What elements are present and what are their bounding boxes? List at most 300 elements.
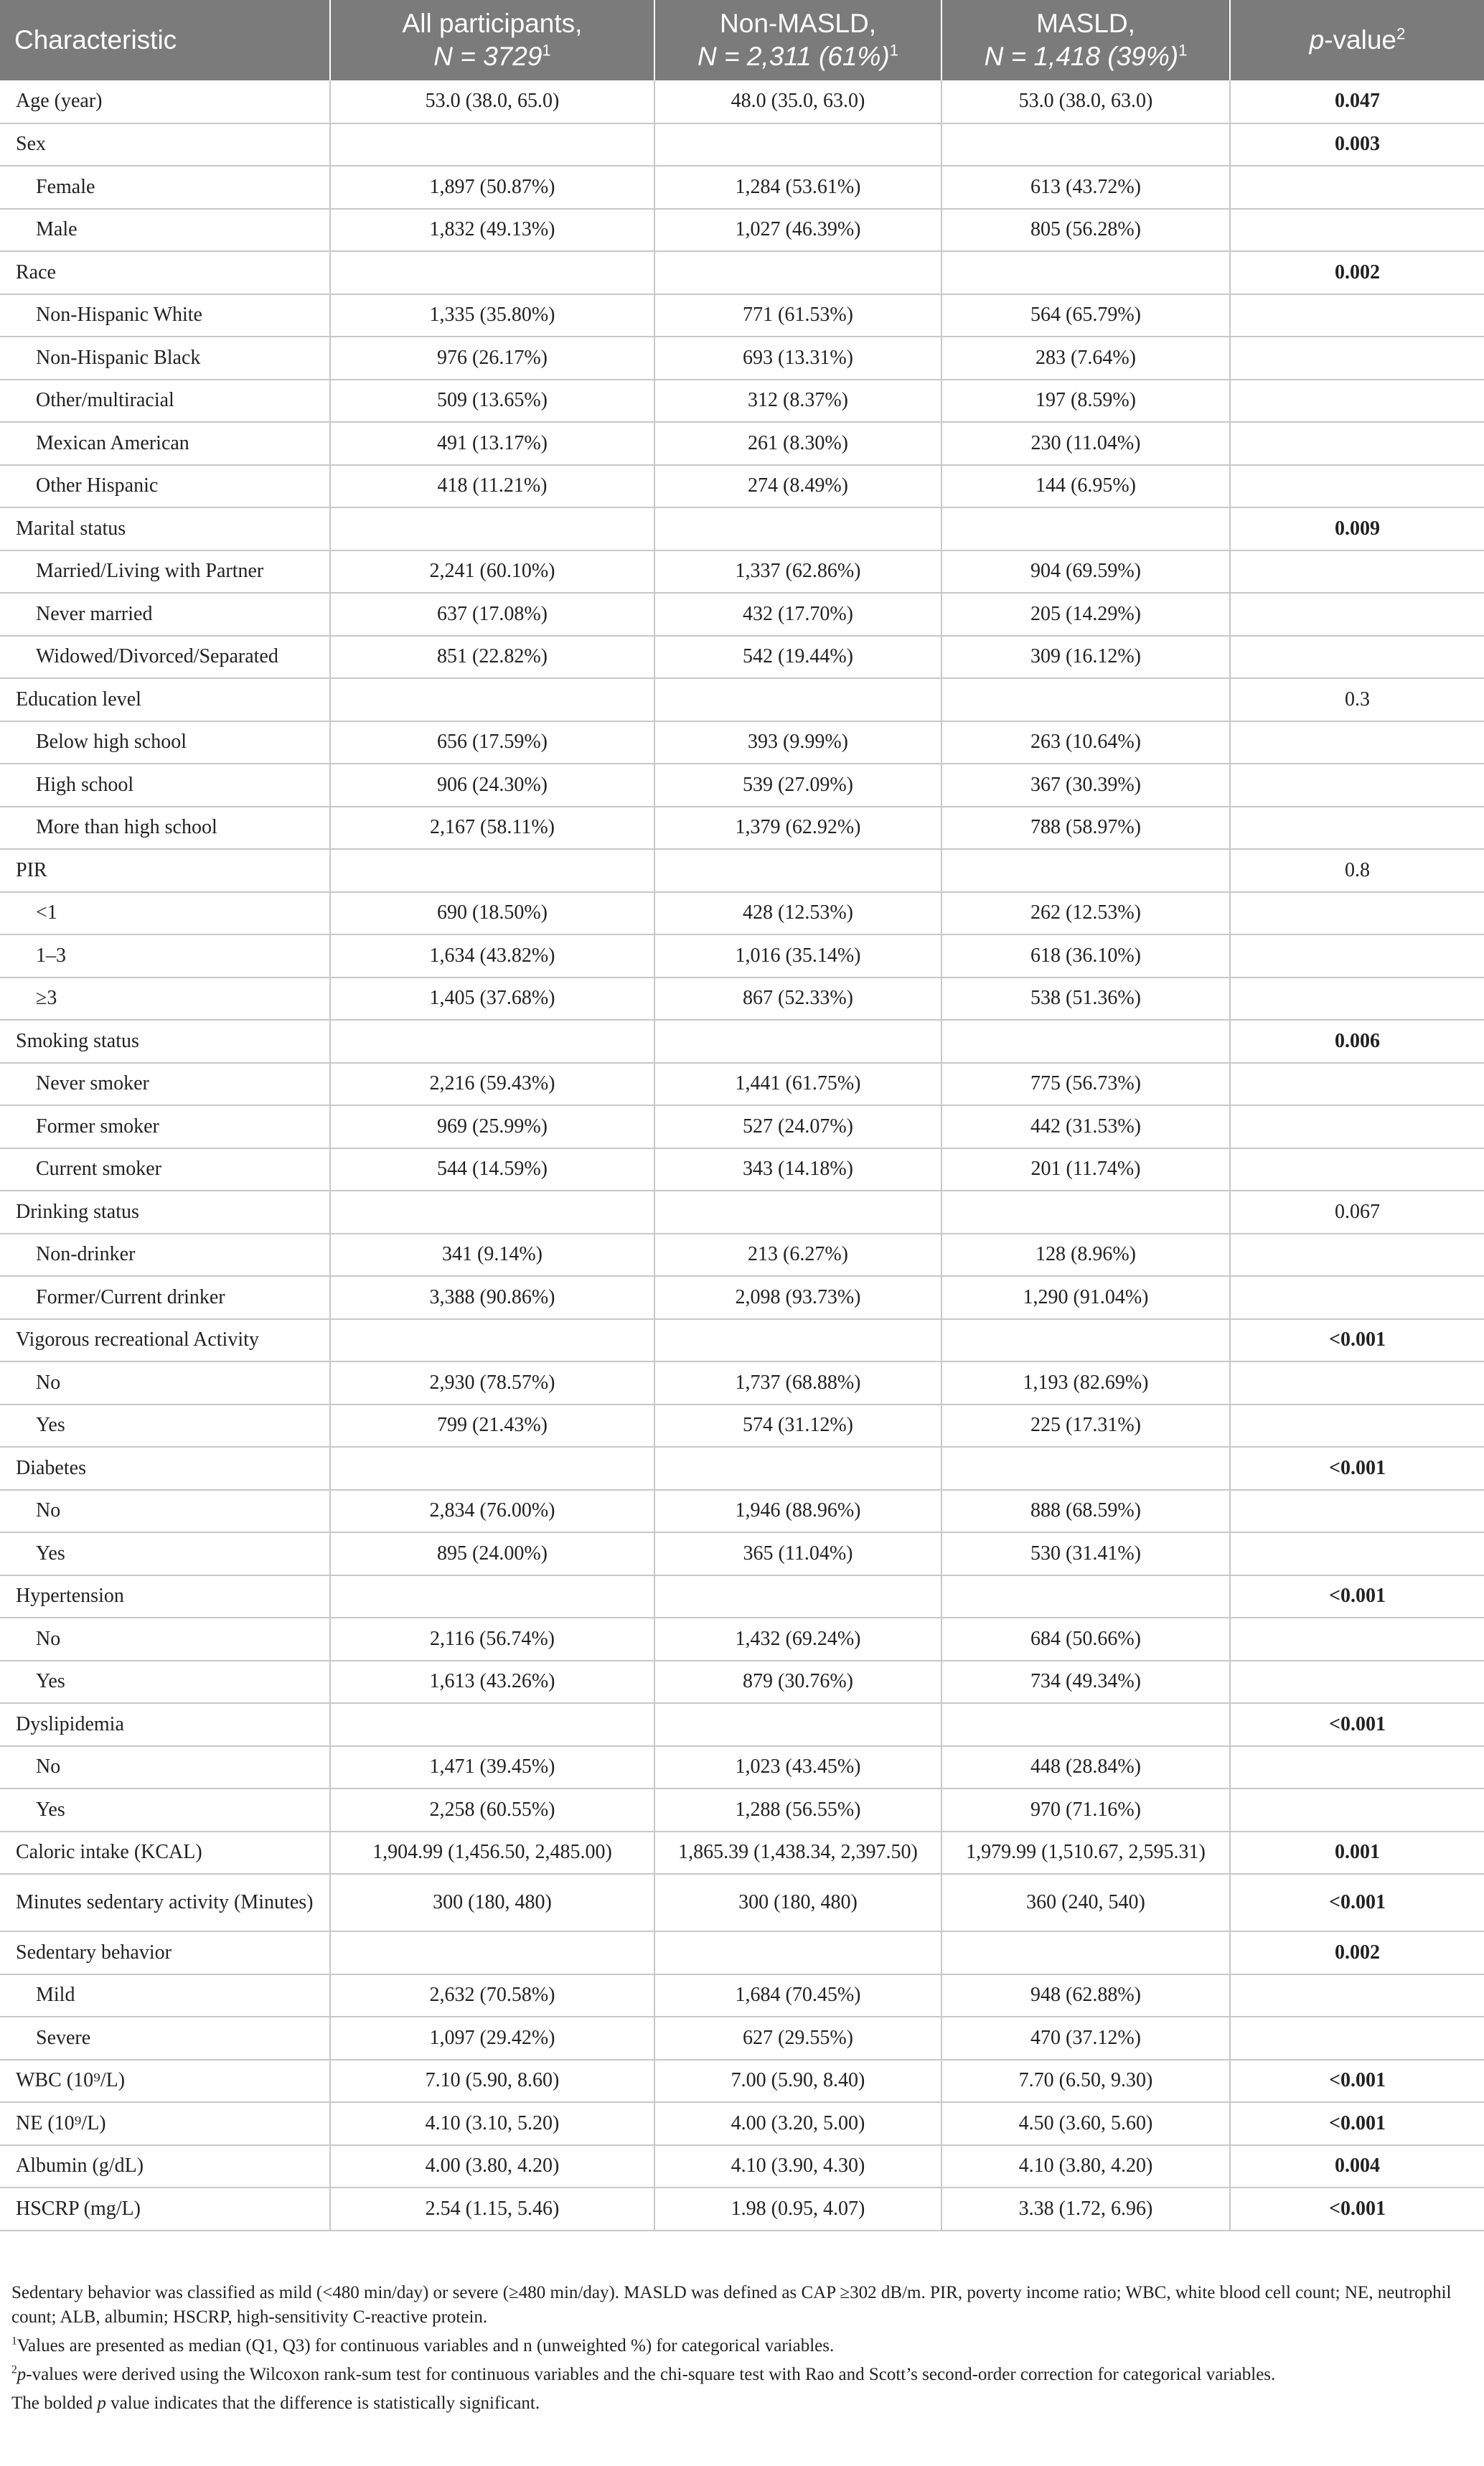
- cell-masld: 970 (71.16%): [941, 1788, 1230, 1832]
- table-notes: [0, 2281, 1484, 2420]
- cell-masld: [941, 678, 1230, 721]
- table-row: [0, 2145, 1484, 2188]
- cell-characteristic: <1: [0, 892, 330, 935]
- cell-masld: 360 (240, 540): [941, 1874, 1230, 1931]
- cell-characteristic: Widowed/Divorced/Separated: [0, 636, 330, 679]
- cell-non-masld: 432 (17.70%): [654, 593, 941, 636]
- cell-characteristic: Non-drinker: [0, 1234, 330, 1277]
- cell-non-masld: 1,865.39 (1,438.34, 2,397.50): [654, 1832, 941, 1875]
- cell-masld: 538 (51.36%): [941, 978, 1230, 1021]
- table-row: [0, 1447, 1484, 1490]
- cell-masld: 613 (43.72%): [941, 166, 1230, 209]
- table-subrow: [0, 721, 1484, 764]
- cell-masld: [941, 123, 1230, 167]
- cell-p-value: [1230, 721, 1484, 764]
- cell-all-participants: [330, 1319, 654, 1362]
- cell-all-participants: 895 (24.00%): [330, 1532, 654, 1575]
- cell-p-value: [1230, 1361, 1484, 1405]
- cell-characteristic: Mild: [0, 1974, 330, 2017]
- note-bold-significance: The bolded p value indicates that the difference is statistically significant.: [11, 2394, 540, 2413]
- table-row: [0, 1703, 1484, 1746]
- cell-characteristic: Married/Living with Partner: [0, 550, 330, 594]
- cell-all-participants: [330, 1575, 654, 1618]
- table-subrow: [0, 465, 1484, 508]
- cell-masld: 1,979.99 (1,510.67, 2,595.31): [941, 1832, 1230, 1875]
- cell-characteristic: High school: [0, 764, 330, 807]
- cell-p-value: <0.001: [1230, 1447, 1484, 1490]
- cell-non-masld: 428 (12.53%): [654, 892, 941, 935]
- cell-non-masld: 527 (24.07%): [654, 1105, 941, 1148]
- cell-non-masld: [654, 849, 941, 892]
- cell-all-participants: 2,216 (59.43%): [330, 1063, 654, 1106]
- table-subrow: [0, 593, 1484, 636]
- table-row: [0, 849, 1484, 892]
- cell-p-value: [1230, 764, 1484, 807]
- cell-characteristic: NE (10⁹/L): [0, 2102, 330, 2145]
- cell-p-value: [1230, 978, 1484, 1021]
- header-p-value: p-value$^2$: [1230, 0, 1484, 80]
- cell-masld: [941, 1931, 1230, 1974]
- cell-all-participants: 637 (17.08%): [330, 593, 654, 636]
- cell-non-masld: 542 (19.44%): [654, 636, 941, 679]
- table-subrow: [0, 1532, 1484, 1575]
- table-subrow: [0, 807, 1484, 850]
- note-abbreviations: Sedentary behavior was classified as mild (<480 min/day) or severe (≥480 min/day). MASLD was defined as CAP ≥302 dB/m. PIR, poverty income ratio; WBC, white blood cell count; NE, neutrophil count; ALB, albumin; HSCRP, high-sensitivity C-reactive protein.: [11, 2283, 1452, 2327]
- cell-non-masld: 539 (27.09%): [654, 764, 941, 807]
- cell-all-participants: 300 (180, 480): [330, 1874, 654, 1931]
- cell-characteristic: Albumin (g/dL): [0, 2145, 330, 2188]
- table-subrow: [0, 1361, 1484, 1405]
- cell-p-value: 0.8: [1230, 849, 1484, 892]
- cell-non-masld: 1,946 (88.96%): [654, 1490, 941, 1533]
- cell-non-masld: 300 (180, 480): [654, 1874, 941, 1931]
- cell-p-value: [1230, 636, 1484, 679]
- cell-characteristic: Race: [0, 251, 330, 294]
- cell-p-value: [1230, 550, 1484, 594]
- cell-masld: [941, 1575, 1230, 1618]
- cell-characteristic: Yes: [0, 1661, 330, 1704]
- cell-characteristic: Yes: [0, 1532, 330, 1575]
- table-subrow: [0, 166, 1484, 209]
- cell-all-participants: [330, 678, 654, 721]
- cell-all-participants: 1,613 (43.26%): [330, 1661, 654, 1704]
- cell-characteristic: Smoking status: [0, 1020, 330, 1063]
- cell-characteristic: Below high school: [0, 721, 330, 764]
- cell-characteristic: Other Hispanic: [0, 465, 330, 508]
- cell-p-value: 0.3: [1230, 678, 1484, 721]
- cell-masld: 201 (11.74%): [941, 1148, 1230, 1191]
- cell-all-participants: [330, 251, 654, 294]
- cell-non-masld: 1,023 (43.45%): [654, 1746, 941, 1789]
- cell-non-masld: [654, 1575, 941, 1618]
- cell-all-participants: [330, 507, 654, 550]
- cell-characteristic: Yes: [0, 1788, 330, 1832]
- cell-p-value: [1230, 1618, 1484, 1661]
- cell-characteristic: No: [0, 1618, 330, 1661]
- cell-non-masld: 365 (11.04%): [654, 1532, 941, 1575]
- cell-p-value: [1230, 380, 1484, 423]
- cell-non-masld: [654, 1191, 941, 1234]
- cell-all-participants: 2,258 (60.55%): [330, 1788, 654, 1832]
- cell-characteristic: HSCRP (mg/L): [0, 2188, 330, 2231]
- cell-characteristic: Severe: [0, 2017, 330, 2060]
- table-subrow: [0, 380, 1484, 423]
- cell-all-participants: 4.10 (3.10, 5.20): [330, 2102, 654, 2145]
- cell-characteristic: Drinking status: [0, 1191, 330, 1234]
- cell-masld: [941, 251, 1230, 294]
- table-subrow: [0, 934, 1484, 978]
- cell-all-participants: 2.54 (1.15, 5.46): [330, 2188, 654, 2231]
- table-subrow: [0, 764, 1484, 807]
- cell-characteristic: Former/Current drinker: [0, 1276, 330, 1319]
- cell-all-participants: 544 (14.59%): [330, 1148, 654, 1191]
- cell-non-masld: [654, 1703, 941, 1746]
- cell-non-masld: 1,288 (56.55%): [654, 1788, 941, 1832]
- cell-characteristic: Non-Hispanic Black: [0, 337, 330, 380]
- table-subrow: [0, 1276, 1484, 1319]
- cell-masld: [941, 849, 1230, 892]
- cell-p-value: 0.009: [1230, 507, 1484, 550]
- cell-non-masld: 574 (31.12%): [654, 1405, 941, 1448]
- cell-masld: 197 (8.59%): [941, 380, 1230, 423]
- cell-non-masld: 1,337 (62.86%): [654, 550, 941, 594]
- cell-masld: 7.70 (6.50, 9.30): [941, 2060, 1230, 2103]
- cell-p-value: [1230, 1148, 1484, 1191]
- cell-non-masld: 312 (8.37%): [654, 380, 941, 423]
- cell-p-value: [1230, 1405, 1484, 1448]
- table-body: [0, 80, 1484, 2231]
- table-subrow: [0, 1405, 1484, 1448]
- table-subrow: [0, 337, 1484, 380]
- cell-p-value: 0.004: [1230, 2145, 1484, 2188]
- cell-masld: 805 (56.28%): [941, 209, 1230, 252]
- table-row: [0, 251, 1484, 294]
- cell-characteristic: Vigorous recreational Activity: [0, 1319, 330, 1362]
- header-masld: MASLD, N = 1,418 $(39\%)^1$: [941, 0, 1230, 80]
- cell-p-value: <0.001: [1230, 1703, 1484, 1746]
- cell-all-participants: 976 (26.17%): [330, 337, 654, 380]
- cell-characteristic: No: [0, 1361, 330, 1405]
- cell-all-participants: 656 (17.59%): [330, 721, 654, 764]
- cell-all-participants: 1,904.99 (1,456.50, 2,485.00): [330, 1832, 654, 1875]
- cell-all-participants: 7.10 (5.90, 8.60): [330, 2060, 654, 2103]
- cell-masld: [941, 507, 1230, 550]
- cell-masld: 888 (68.59%): [941, 1490, 1230, 1533]
- cell-characteristic: Never married: [0, 593, 330, 636]
- cell-characteristic: Former smoker: [0, 1105, 330, 1148]
- cell-p-value: [1230, 1532, 1484, 1575]
- cell-all-participants: 2,834 (76.00%): [330, 1490, 654, 1533]
- cell-all-participants: 690 (18.50%): [330, 892, 654, 935]
- cell-non-masld: 4.00 (3.20, 5.00): [654, 2102, 941, 2145]
- cell-p-value: [1230, 807, 1484, 850]
- cell-all-participants: 2,167 (58.11%): [330, 807, 654, 850]
- table-subrow: [0, 1148, 1484, 1191]
- cell-non-masld: 1,379 (62.92%): [654, 807, 941, 850]
- cell-p-value: <0.001: [1230, 1319, 1484, 1362]
- cell-characteristic: Hypertension: [0, 1575, 330, 1618]
- table-row: [0, 2060, 1484, 2103]
- cell-p-value: [1230, 1063, 1484, 1106]
- cell-p-value: [1230, 465, 1484, 508]
- cell-all-participants: 3,388 (90.86%): [330, 1276, 654, 1319]
- cell-characteristic: Never smoker: [0, 1063, 330, 1106]
- cell-non-masld: [654, 678, 941, 721]
- cell-masld: 788 (58.97%): [941, 807, 1230, 850]
- cell-characteristic: Male: [0, 209, 330, 252]
- cell-masld: 564 (65.79%): [941, 294, 1230, 337]
- cell-non-masld: 48.0 (35.0, 63.0): [654, 80, 941, 123]
- cell-masld: [941, 1447, 1230, 1490]
- cell-masld: 225 (17.31%): [941, 1405, 1230, 1448]
- cell-non-masld: [654, 123, 941, 167]
- cell-all-participants: 2,632 (70.58%): [330, 1974, 654, 2017]
- cell-p-value: [1230, 1788, 1484, 1832]
- table-row: [0, 1931, 1484, 1974]
- header-all-participants: All participants, $N = 3729^1$: [330, 0, 654, 80]
- footnote-1: $^1$Values are presented as median (Q1, Q3) for continuous variables and n (unweighted %) for categorical variables.: [11, 2335, 835, 2355]
- cell-masld: 230 (11.04%): [941, 422, 1230, 465]
- cell-non-masld: 261 (8.30%): [654, 422, 941, 465]
- cell-masld: 367 (30.39%): [941, 764, 1230, 807]
- cell-p-value: 0.067: [1230, 1191, 1484, 1234]
- cell-p-value: 0.002: [1230, 251, 1484, 294]
- cell-non-masld: 1,684 (70.45%): [654, 1974, 941, 2017]
- header-characteristic: Characteristic: [0, 0, 330, 80]
- cell-non-masld: 1.98 (0.95, 4.07): [654, 2188, 941, 2231]
- header-non-masld: Non-MASLD, N = 2,311 $(61\%)^1$: [654, 0, 941, 80]
- cell-masld: [941, 1703, 1230, 1746]
- table-row: [0, 507, 1484, 550]
- cell-non-masld: 343 (14.18%): [654, 1148, 941, 1191]
- cell-all-participants: [330, 123, 654, 167]
- cell-masld: 53.0 (38.0, 63.0): [941, 80, 1230, 123]
- cell-p-value: [1230, 892, 1484, 935]
- cell-masld: 775 (56.73%): [941, 1063, 1230, 1106]
- table-row: [0, 1575, 1484, 1618]
- cell-characteristic: Diabetes: [0, 1447, 330, 1490]
- cell-masld: 684 (50.66%): [941, 1618, 1230, 1661]
- cell-p-value: [1230, 1490, 1484, 1533]
- cell-all-participants: 2,241 (60.10%): [330, 550, 654, 594]
- table-subrow: [0, 1788, 1484, 1832]
- cell-non-masld: 1,016 (35.14%): [654, 934, 941, 978]
- cell-p-value: [1230, 2017, 1484, 2060]
- cell-all-participants: [330, 1191, 654, 1234]
- cell-non-masld: 1,027 (46.39%): [654, 209, 941, 252]
- cell-all-participants: 2,930 (78.57%): [330, 1361, 654, 1405]
- cell-characteristic: Other/multiracial: [0, 380, 330, 423]
- cell-non-masld: [654, 1447, 941, 1490]
- cell-non-masld: 7.00 (5.90, 8.40): [654, 2060, 941, 2103]
- cell-masld: 734 (49.34%): [941, 1661, 1230, 1704]
- cell-characteristic: Minutes sedentary activity (Minutes): [0, 1874, 330, 1931]
- table-row: [0, 1319, 1484, 1362]
- cell-masld: 904 (69.59%): [941, 550, 1230, 594]
- cell-non-masld: [654, 1020, 941, 1063]
- cell-non-masld: 274 (8.49%): [654, 465, 941, 508]
- cell-masld: 1,290 (91.04%): [941, 1276, 1230, 1319]
- cell-non-masld: 2,098 (93.73%): [654, 1276, 941, 1319]
- cell-all-participants: [330, 1703, 654, 1746]
- cell-non-masld: 4.10 (3.90, 4.30): [654, 2145, 941, 2188]
- cell-characteristic: Marital status: [0, 507, 330, 550]
- cell-masld: 283 (7.64%): [941, 337, 1230, 380]
- cell-all-participants: [330, 1020, 654, 1063]
- cell-characteristic: Education level: [0, 678, 330, 721]
- cell-all-participants: 418 (11.21%): [330, 465, 654, 508]
- cell-p-value: 0.006: [1230, 1020, 1484, 1063]
- cell-p-value: [1230, 1661, 1484, 1704]
- cell-non-masld: 867 (52.33%): [654, 978, 941, 1021]
- cell-p-value: [1230, 593, 1484, 636]
- cell-characteristic: More than high school: [0, 807, 330, 850]
- cell-p-value: [1230, 1974, 1484, 2017]
- table-subrow: [0, 1063, 1484, 1106]
- cell-all-participants: 1,634 (43.82%): [330, 934, 654, 978]
- cell-masld: 442 (31.53%): [941, 1105, 1230, 1148]
- cell-masld: 1,193 (82.69%): [941, 1361, 1230, 1405]
- cell-non-masld: 1,432 (69.24%): [654, 1618, 941, 1661]
- cell-all-participants: 851 (22.82%): [330, 636, 654, 679]
- table-subrow: [0, 2017, 1484, 2060]
- table-subrow: [0, 1661, 1484, 1704]
- table-row: [0, 1191, 1484, 1234]
- cell-non-masld: 1,284 (53.61%): [654, 166, 941, 209]
- cell-p-value: <0.001: [1230, 2188, 1484, 2231]
- table-row: [0, 678, 1484, 721]
- cell-non-masld: 771 (61.53%): [654, 294, 941, 337]
- cell-non-masld: 393 (9.99%): [654, 721, 941, 764]
- table-subrow: [0, 1618, 1484, 1661]
- table-subrow: [0, 978, 1484, 1021]
- cell-characteristic: PIR: [0, 849, 330, 892]
- table-subrow: [0, 892, 1484, 935]
- cell-characteristic: No: [0, 1490, 330, 1533]
- cell-p-value: 0.047: [1230, 80, 1484, 123]
- table-subrow: [0, 1974, 1484, 2017]
- table-subrow: [0, 1490, 1484, 1533]
- table-subrow: [0, 636, 1484, 679]
- cell-all-participants: 1,897 (50.87%): [330, 166, 654, 209]
- table-subrow: [0, 1105, 1484, 1148]
- cell-p-value: [1230, 294, 1484, 337]
- cell-characteristic: Female: [0, 166, 330, 209]
- cell-p-value: <0.001: [1230, 1575, 1484, 1618]
- cell-p-value: [1230, 1234, 1484, 1277]
- cell-p-value: [1230, 422, 1484, 465]
- cell-masld: 530 (31.41%): [941, 1532, 1230, 1575]
- cell-p-value: 0.003: [1230, 123, 1484, 167]
- cell-characteristic: WBC (10⁹/L): [0, 2060, 330, 2103]
- table-subrow: [0, 422, 1484, 465]
- cell-all-participants: 969 (25.99%): [330, 1105, 654, 1148]
- cell-p-value: <0.001: [1230, 2102, 1484, 2145]
- cell-non-masld: 213 (6.27%): [654, 1234, 941, 1277]
- cell-all-participants: 509 (13.65%): [330, 380, 654, 423]
- cell-non-masld: 1,441 (61.75%): [654, 1063, 941, 1106]
- cell-characteristic: Mexican American: [0, 422, 330, 465]
- header-row: [0, 0, 1484, 80]
- cell-masld: 4.10 (3.80, 4.20): [941, 2145, 1230, 2188]
- cell-masld: 470 (37.12%): [941, 2017, 1230, 2060]
- cell-p-value: 0.002: [1230, 1931, 1484, 1974]
- cell-masld: 618 (36.10%): [941, 934, 1230, 978]
- cell-masld: 263 (10.64%): [941, 721, 1230, 764]
- cell-masld: 448 (28.84%): [941, 1746, 1230, 1789]
- table-row: [0, 1020, 1484, 1063]
- cell-p-value: [1230, 209, 1484, 252]
- cell-p-value: [1230, 1276, 1484, 1319]
- cell-characteristic: Current smoker: [0, 1148, 330, 1191]
- cell-characteristic: Sex: [0, 123, 330, 167]
- cell-p-value: 0.001: [1230, 1832, 1484, 1875]
- cell-all-participants: [330, 1447, 654, 1490]
- cell-masld: 144 (6.95%): [941, 465, 1230, 508]
- cell-all-participants: 1,832 (49.13%): [330, 209, 654, 252]
- table-subrow: [0, 209, 1484, 252]
- cell-non-masld: 627 (29.55%): [654, 2017, 941, 2060]
- cell-all-participants: 53.0 (38.0, 65.0): [330, 80, 654, 123]
- cell-p-value: [1230, 1746, 1484, 1789]
- cell-non-masld: 879 (30.76%): [654, 1661, 941, 1704]
- cell-masld: 3.38 (1.72, 6.96): [941, 2188, 1230, 2231]
- cell-all-participants: 2,116 (56.74%): [330, 1618, 654, 1661]
- cell-characteristic: Non-Hispanic White: [0, 294, 330, 337]
- cell-all-participants: 4.00 (3.80, 4.20): [330, 2145, 654, 2188]
- cell-masld: 4.50 (3.60, 5.60): [941, 2102, 1230, 2145]
- cell-all-participants: 906 (24.30%): [330, 764, 654, 807]
- cell-p-value: <0.001: [1230, 1874, 1484, 1931]
- cell-masld: 128 (8.96%): [941, 1234, 1230, 1277]
- cell-p-value: [1230, 166, 1484, 209]
- cell-p-value: [1230, 934, 1484, 978]
- cell-all-participants: [330, 849, 654, 892]
- cell-characteristic: Sedentary behavior: [0, 1931, 330, 1974]
- cell-characteristic: Age (year): [0, 80, 330, 123]
- cell-all-participants: 1,097 (29.42%): [330, 2017, 654, 2060]
- cell-non-masld: 1,737 (68.88%): [654, 1361, 941, 1405]
- table-row: [0, 123, 1484, 167]
- cell-characteristic: Caloric intake (KCAL): [0, 1832, 330, 1875]
- table-row: [0, 2188, 1484, 2231]
- table-subrow: [0, 1746, 1484, 1789]
- cell-all-participants: 1,335 (35.80%): [330, 294, 654, 337]
- cell-non-masld: [654, 1931, 941, 1974]
- cell-masld: 948 (62.88%): [941, 1974, 1230, 2017]
- cell-characteristic: 1–3: [0, 934, 330, 978]
- cell-non-masld: [654, 251, 941, 294]
- table-row: [0, 1832, 1484, 1875]
- table-subrow: [0, 550, 1484, 594]
- cell-characteristic: Yes: [0, 1405, 330, 1448]
- cell-non-masld: [654, 507, 941, 550]
- footnote-2: $^2$p-values were derived using the Wilcoxon rank-sum test for continuous variables and the chi-square test with Rao and Scott’s second-order correction for categorical variables.: [11, 2363, 1276, 2384]
- table-row: [0, 2102, 1484, 2145]
- table-subrow: [0, 294, 1484, 337]
- table-row: [0, 1874, 1484, 1931]
- cell-all-participants: 341 (9.14%): [330, 1234, 654, 1277]
- cell-all-participants: 799 (21.43%): [330, 1405, 654, 1448]
- table-subrow: [0, 1234, 1484, 1277]
- cell-masld: [941, 1191, 1230, 1234]
- cell-p-value: [1230, 337, 1484, 380]
- cell-p-value: [1230, 1105, 1484, 1148]
- cell-masld: [941, 1020, 1230, 1063]
- cell-characteristic: Dyslipidemia: [0, 1703, 330, 1746]
- cell-all-participants: 491 (13.17%): [330, 422, 654, 465]
- cell-all-participants: 1,405 (37.68%): [330, 978, 654, 1021]
